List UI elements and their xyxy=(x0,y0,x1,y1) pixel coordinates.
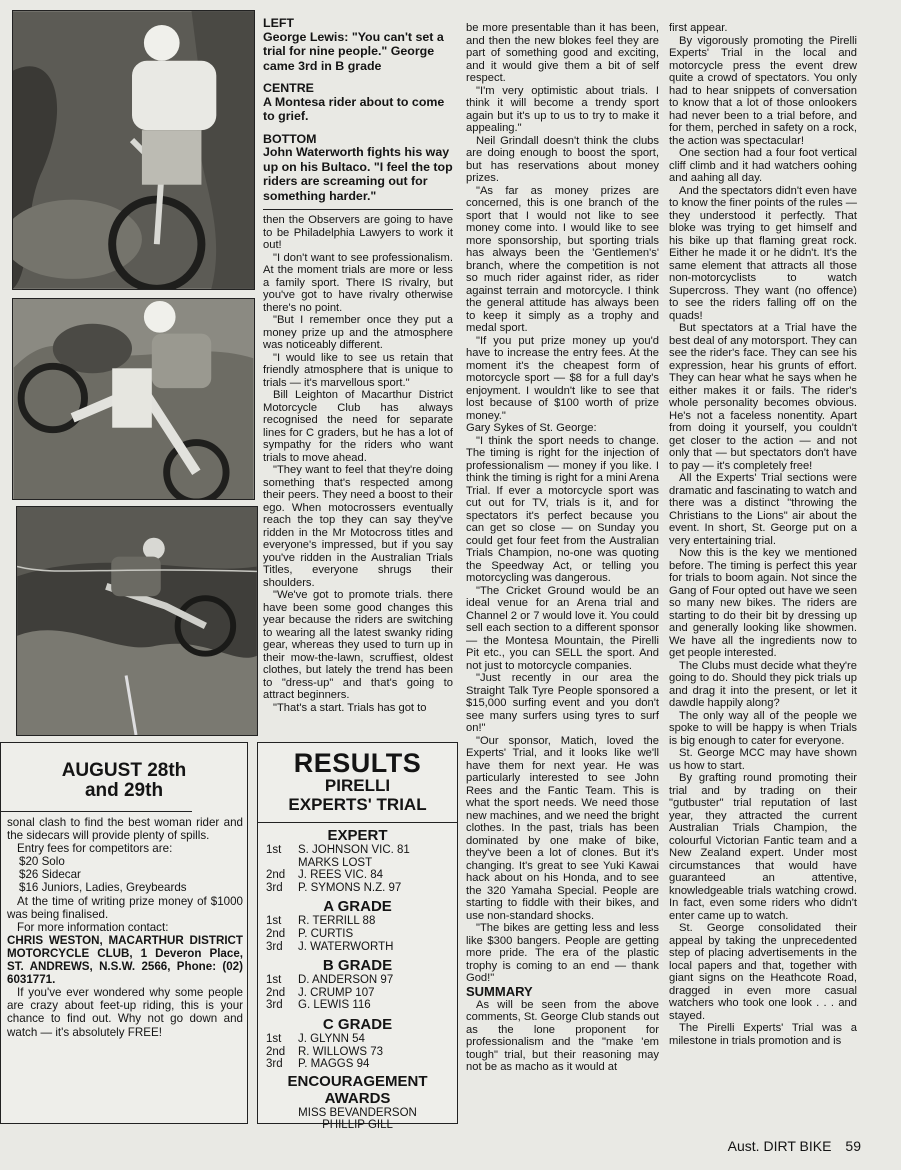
august-body xyxy=(1,812,247,1039)
grade-heading: B GRADE xyxy=(322,957,393,975)
col3-para: Gary Sykes of St. George: xyxy=(466,422,597,434)
col3-para: "As far as money prizes are concerned, this is one branch of the sport that I would not like to see money come into. I would like to see more sponsorship, but sporting trials has always been the 'Gentlemen's' branch, where the competition is not so much rider against rider, as rider against terrain and motorcycle. I think the general attitude has always been to keep it simply as a trophy and medal sport. xyxy=(466,184,659,334)
page-footer xyxy=(728,1138,861,1154)
result-place xyxy=(266,857,298,870)
result-name: J. REES VIC. 84 xyxy=(298,869,384,882)
col2-para: "I would like to see us retain that friendly atmosphere that is unique to trials — it's marvellous sport." xyxy=(263,351,453,389)
grade-heading: C GRADE xyxy=(322,1015,393,1033)
result-place: 2nd xyxy=(266,986,286,999)
august-contact: CHRIS WESTON, MACARTHUR DISTRICT MOTORCYCLE CLUB, 1 Deveron Place, ST. ANDREWS, N.S.W. 2566, Phone: (02) 6031771. xyxy=(7,933,243,987)
result-name: J. WATERWORTH xyxy=(298,940,394,953)
result-place: 2nd xyxy=(266,927,286,940)
col4-para: The Clubs must decide what they're going to do. Should they pick trials up and drag it into the present, or let it dawdle happily along? xyxy=(669,659,857,709)
col3-para: "The bikes are getting less and less like $300 bangers. People are getting more pride. The era of the plastic trophy is coming to an end — thank God!" xyxy=(466,922,659,984)
result-name: S. JOHNSON VIC. 81 xyxy=(298,844,410,856)
august-prize: At the time of writing prize money of $1000 was being finalised. xyxy=(7,894,243,921)
col3-para: "Our sponsor, Matich, loved the Experts' Trial, and it looks like we'll have them for next year. He was particularly interested to see John Rees and the Fantic Team. This is what the sport needs. We need those new machines, and we need the bright clothes. In the past, trials has been dominated by one make of bike, they've been a lot of clones. But it's changing. It's great to see Yuki Kawai hack about on his Honda, and to see the 320 Yamaha Special. People are starting to fiddle with their bikes, and use non-standard shocks. xyxy=(466,734,659,922)
col3-para: be more presentable than it has been, and then the new blokes feel they are part of something good and exciting, and it would give them a bit of self respect. xyxy=(466,22,659,84)
result-row xyxy=(258,1033,457,1046)
col4-para: Now this is the key we mentioned before. The timing is perfect this year for trials to boom again. Not since the Gang of Four opted out have we seen so many new bikes. The riders are starting to do their bit by dressing up and generally looking like showmen. We have all the ingredients now to get people interested. xyxy=(669,547,857,659)
column-three xyxy=(466,22,659,1120)
encouragement-heading-1: ENCOURAGEMENT xyxy=(287,1072,428,1090)
result-row xyxy=(258,1046,457,1059)
column-two xyxy=(263,17,453,735)
col4-para: By grafting round promoting their trial and by trading on their "gutbuster" trial reputation of last year, they attracted the current Australian Trials Champion, the colourful Victorian Fantic team and a New Zealand expert. Under most circumstances that would have guaranteed an attentive, knowledgeable trials watching crowd. In fact, even some riders who didn't enter came up to watch. xyxy=(669,772,857,922)
result-row xyxy=(258,987,457,1000)
result-row xyxy=(258,857,457,870)
august-fee-sidecar: $26 Sidecar xyxy=(19,868,81,882)
col2-para: "We've got to promote trials. there have been some good changes this year because the riders are switching to wearing all the latest swanky riding gear, whereas they used to turn up in their mow-the-lawn, scruffiest, oldest clothes, but lately the trend has been to "dress-up" and that's going to attract beginners. xyxy=(263,589,453,701)
page-number: 59 xyxy=(845,1138,861,1154)
col4-para: St. George consolidated their appeal by taking the unprecedented step of placing advertisements in the local papers and that, together with giant signs on the Heathcote Road, dragged in even more casual watchers who took one look . . . and stayed. xyxy=(669,922,857,1022)
result-place: 3rd xyxy=(266,940,283,953)
results-grades xyxy=(258,827,457,1071)
col4-para: The only way all of the people we spoke to will be happy is when Trials is big enough to cater for everyone. xyxy=(669,709,857,747)
grade-heading: EXPERT xyxy=(327,827,388,844)
results-divider xyxy=(258,822,457,823)
photo-george-lewis-image xyxy=(13,11,254,289)
caption-left-heading: LEFT xyxy=(263,17,294,30)
caption-bottom-text: John Waterworth fights his way up on his Bultaco. "I feel the top riders are screaming out for something harder." xyxy=(263,145,453,203)
result-place: 2nd xyxy=(266,1045,286,1058)
col2-para: "I don't want to see professionalism. At the moment trials are more or less a family sport. There IS rivalry, but you've got to have rivalry otherwise there's no point. xyxy=(263,251,453,314)
result-place: 3rd xyxy=(266,999,283,1012)
result-place: 1st xyxy=(266,974,282,987)
col4-para: By vigorously promoting the Pirelli Experts' Trial in the local and motorcycle press the event drew quite a crowd of spectators. You only had to hear snippets of conversation to know that a lot of those onlookers had never been to a trial before, and for them, perched in safety on a rock, the action was spectacular! xyxy=(669,34,857,147)
col3-para: "I think the sport needs to change. The timing is right for the injection of professionalism — money if you like. I think the timing is right for a mini Arena Trial. If ever a motorcycle sport was cut out for TV, trials is it, and for spectators it's perfect because you can get so close — on Sunday you could get four feet from the Australian Trials Champion, no-one was quoting the Speedway Act, or telling you motorcycling was dangerous. xyxy=(466,434,659,584)
result-row xyxy=(258,941,457,954)
results-title-main: RESULTS xyxy=(293,748,422,778)
august-title-line-2: and 29th xyxy=(84,780,164,801)
col4-para: And the spectators didn't even have to know the finer points of the rules — they understood it perfectly. That bloke was trying to get himself and his bike up that flaming great rock. Either he made it or he didn't. It's the same element that attracts all those non-motorcyclists to watch Supercross. They want (no offence) to see the riders falling off on the quads! xyxy=(669,184,857,322)
caption-centre-text: A Montesa rider about to come to grief. xyxy=(263,94,445,123)
caption-divider xyxy=(263,209,453,210)
encouragement-name: PHILLIP GILL xyxy=(322,1119,393,1132)
results-title xyxy=(258,749,457,814)
result-row xyxy=(258,882,457,895)
result-name: P. CURTIS xyxy=(298,927,354,940)
col3-para: Neil Grindall doesn't think the clubs are doing enough to boost the sport, but has reservations about money prizes. xyxy=(466,134,659,184)
results-box xyxy=(257,742,458,1132)
august-box xyxy=(0,742,248,1124)
col2-para: "They want to feel that they're doing something that's respected among their peers. They need a boost to their ego. When motocrossers eventually reach the top they can say they've ridden in the Mr Motocross titles and everyone's impressed, but if you say you've ridden in the Australian Trials Titles, everyone shrugs their shoulders. xyxy=(263,464,453,589)
result-name: R. WILLOWS 73 xyxy=(298,1045,383,1058)
result-place: 1st xyxy=(266,1032,282,1045)
result-name: P. MAGGS 94 xyxy=(298,1058,370,1071)
august-intro: sonal clash to find the best woman rider and the sidecars will provide plenty of spills. xyxy=(7,816,243,843)
result-row xyxy=(258,844,457,857)
col3-para: "Just recently in our area the Straight Talk Tyre People sponsored a $15,000 surfing event and you don't see many surfers using tyres to surf on!" xyxy=(466,672,659,734)
results-title-event: EXPERTS' TRIAL xyxy=(288,795,427,814)
result-name: P. SYMONS N.Z. 97 xyxy=(298,881,402,894)
result-row xyxy=(258,1058,457,1071)
august-fee-juniors: $16 Juniors, Ladies, Greybeards xyxy=(19,881,187,895)
result-name: R. TERRILL 88 xyxy=(298,915,376,928)
grade-heading: A GRADE xyxy=(323,898,392,916)
col2-para: then the Observers are going to have to be Philadelphia Lawyers to work it out! xyxy=(263,214,453,251)
august-fees-intro: Entry fees for competitors are: xyxy=(17,842,173,856)
col4-para: The Pirelli Experts' Trial was a milestone in trials promotion and is xyxy=(669,1022,857,1047)
summary-heading: SUMMARY xyxy=(466,983,533,999)
result-name: J. GLYNN 54 xyxy=(298,1032,365,1045)
result-row xyxy=(258,869,457,882)
col4-para: All the Experts' Trial sections were dramatic and fascinating to watch and there was a distinct "throwing the Christians to the Lions" air about the event. In short, St. George put on a very entertaining trial. xyxy=(669,472,857,547)
column-four xyxy=(669,22,857,1120)
photo-george-lewis xyxy=(12,10,255,290)
result-name: D. ANDERSON 97 xyxy=(298,974,394,987)
encouragement-name: MISS BEVANDERSON xyxy=(298,1106,417,1119)
photo-john-waterworth xyxy=(16,506,258,736)
caption-bottom-heading: BOTTOM xyxy=(263,131,317,146)
photo-montesa-rider xyxy=(12,298,255,500)
caption-left-text: George Lewis: "You can't set a trial for nine people." George came 3rd in B grade xyxy=(263,29,444,73)
col4-para: first appear. xyxy=(669,22,728,34)
result-name: J. CRUMP 107 xyxy=(298,986,375,999)
result-name: G. LEWIS 116 xyxy=(298,999,371,1012)
results-title-sponsor: PIRELLI xyxy=(324,776,391,795)
photo-john-waterworth-image xyxy=(17,507,257,735)
col3-para: "If you put prize money up you'd have to increase the entry fees. At the moment it's the cheapest form of motorcycle sport — $8 for a full day's enjoyment. I wouldn't like to see that lost because of $100 worth of prize money." xyxy=(466,334,659,422)
col2-para: "That's a start. Trials has got to xyxy=(273,701,427,714)
result-place: 1st xyxy=(266,915,282,928)
col3-para: "I'm very optimistic about trials. I think it will become a trendy sport again but it's up to us to try to make it appealing." xyxy=(466,84,659,134)
col2-para: Bill Leighton of Macarthur District Motorcycle Club has always recognised the need for separate lines for C graders, but he has a lot of sympathy for the riders who want trials to move ahead. xyxy=(263,389,453,464)
result-name: MARKS LOST xyxy=(298,856,373,869)
col4-para: St. George MCC may have shown us how to start. xyxy=(669,747,857,772)
august-title-line-1: AUGUST 28th xyxy=(61,760,187,781)
result-row xyxy=(258,928,457,941)
result-row xyxy=(258,974,457,987)
august-closing: If you've ever wondered why some people are crazy about feet-up riding, this is your chance to find out. Why not go down and watch — it's absolutely FREE! xyxy=(7,986,243,1039)
encouragement-heading-2: AWARDS xyxy=(324,1089,391,1107)
result-row xyxy=(258,915,457,928)
magazine-name: Aust. DIRT BIKE xyxy=(727,1138,832,1154)
col2-para: "But I remember once they put a money prize up and the atmosphere was noticeably different. xyxy=(263,314,453,351)
result-place: 3rd xyxy=(266,1058,283,1071)
result-row xyxy=(258,999,457,1012)
result-place: 1st xyxy=(266,844,282,856)
col3-para: As will be seen from the above comments, St. George Club stands out as the lone proponent for professionalism and the "make 'em tough" trial, but their reasoning may not be as macho as it would at xyxy=(466,998,659,1073)
august-more-info: For more information contact: xyxy=(17,920,169,934)
result-place: 3rd xyxy=(266,881,283,894)
col4-para: One section had a four foot vertical cliff climb and it had watchers oohing and aahing all day. xyxy=(669,147,857,184)
col3-para: "The Cricket Ground would be an ideal venue for an Arena trial and Channel 2 or 7 would love it. You could sell each section to a different sponsor — the Montesa Mountain, the Pirelli Pit etc., you can SELL the sport. And not just to motorcycle companies. xyxy=(466,584,659,672)
august-fee-solo: $20 Solo xyxy=(19,855,65,869)
result-place: 2nd xyxy=(266,869,286,882)
caption-centre-heading: CENTRE xyxy=(263,81,314,95)
col4-para: But spectators at a Trial have the best deal of any motorsport. They can see the rider's face. They can see his expression, hear his grunts of effort. They can hear what he says when he either makes it or fails. The rider's whole personality becomes obvious. He's not a faceless nonentity. Apart from doing it yourself, you couldn't get closer to the action — and not only that — but spectators don't have to pay — it's completely free! xyxy=(669,322,857,472)
photo-montesa-rider-image xyxy=(13,299,254,499)
